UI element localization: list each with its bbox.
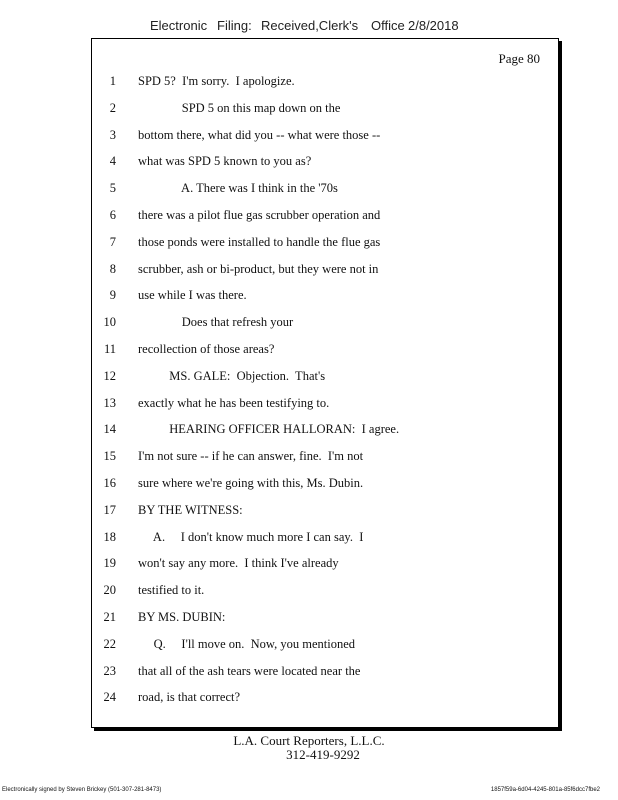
- document-hash: 1857f59a-6d04-4245-801a-85f6dcc7fbe2: [490, 787, 600, 793]
- line-number: 23: [103, 663, 116, 678]
- line-number: 16: [103, 476, 116, 490]
- line-number: 3: [109, 127, 116, 142]
- transcript-line: [92, 208, 532, 226]
- line-text: testified to it.: [138, 583, 205, 598]
- transcript-line: [92, 288, 532, 306]
- line-number: 20: [103, 583, 116, 598]
- line-text: bottom there, what did you -- what were those --: [138, 127, 381, 142]
- line-number: 6: [109, 208, 116, 222]
- line-number: 1: [109, 74, 116, 88]
- transcript-line: [92, 342, 532, 360]
- line-text: A. I don't know much more I can say. I: [138, 529, 364, 544]
- line-number: 9: [109, 288, 116, 303]
- line-text: exactly what he has been testifying to.: [138, 395, 330, 410]
- line-number: 4: [109, 154, 116, 169]
- transcript-line: [92, 235, 532, 253]
- line-number: 17: [103, 502, 116, 517]
- line-number: 7: [109, 234, 116, 249]
- line-text: sure where we're going with this, Ms. Dubin.: [138, 476, 364, 490]
- transcript-line: [92, 530, 532, 548]
- line-text: there was a pilot flue gas scrubber operation and: [138, 208, 381, 222]
- court-reporter-name: L.A. Court Reporters, L.L.C.: [233, 733, 385, 748]
- transcript-line: [92, 315, 532, 333]
- line-text: HEARING OFFICER HALLORAN: I agree.: [138, 422, 400, 437]
- transcript-line: [92, 181, 532, 199]
- line-number: 19: [103, 556, 116, 571]
- transcript-page: [91, 38, 559, 728]
- electronic-signature: Electronically signed by Steven Brickey (501-307-281-8473): [2, 787, 162, 793]
- filing-header: [150, 18, 480, 38]
- line-text: that all of the ash tears were located near the: [138, 663, 361, 678]
- line-number: 2: [109, 100, 116, 115]
- line-number: 24: [103, 690, 116, 705]
- court-reporter-phone: 312-419-9292: [286, 747, 360, 762]
- line-number: 11: [103, 342, 116, 356]
- transcript-line: [92, 476, 532, 494]
- transcript-line: [92, 637, 532, 655]
- transcript-line: [92, 396, 532, 414]
- header-office: Office: [371, 18, 405, 33]
- line-text: BY MS. DUBIN:: [138, 610, 226, 624]
- line-text: won't say any more. I think I've already: [138, 556, 339, 571]
- header-received: Received,Clerk's: [261, 18, 359, 33]
- line-text: I'm not sure -- if he can answer, fine. I'm not: [138, 449, 364, 464]
- line-number: 5: [109, 181, 116, 196]
- line-text: Does that refresh your: [138, 315, 294, 330]
- line-text: what was SPD 5 known to you as?: [138, 154, 312, 169]
- line-text: Q. I'll move on. Now, you mentioned: [138, 636, 356, 651]
- transcript-line: [92, 610, 532, 628]
- transcript-line: [92, 664, 532, 682]
- transcript-line: [92, 154, 532, 172]
- transcript-line: [92, 583, 532, 601]
- line-text: BY THE WITNESS:: [138, 502, 243, 517]
- transcript-line: [92, 74, 532, 92]
- line-number: 14: [103, 422, 116, 437]
- header-filing: Filing:: [217, 18, 252, 33]
- transcript-line: [92, 690, 532, 708]
- line-number: 8: [109, 261, 116, 276]
- line-text: recollection of those areas?: [138, 342, 275, 356]
- line-text: scrubber, ash or bi-product, but they were not in: [138, 261, 379, 276]
- line-number: 21: [103, 610, 116, 624]
- transcript-line: [92, 503, 532, 521]
- transcript-line: [92, 262, 532, 280]
- footer: [0, 734, 618, 762]
- line-text: A. There was I think in the '70s: [138, 181, 338, 196]
- line-number: 18: [103, 529, 116, 544]
- line-text: MS. GALE: Objection. That's: [138, 368, 326, 383]
- line-number: 10: [103, 315, 116, 330]
- line-text: road, is that correct?: [138, 690, 241, 705]
- page-number: Page 80: [498, 51, 540, 66]
- line-text: those ponds were installed to handle the flue gas: [138, 234, 381, 249]
- transcript-line: [92, 369, 532, 387]
- line-text: SPD 5? I'm sorry. I apologize.: [138, 74, 295, 88]
- line-number: 22: [103, 636, 116, 651]
- transcript-line: [92, 449, 532, 467]
- transcript-line: [92, 422, 532, 440]
- line-number: 15: [103, 449, 116, 464]
- header-date: 2/8/2018: [408, 18, 459, 33]
- line-number: 12: [103, 368, 116, 383]
- line-text: use while I was there.: [138, 288, 247, 303]
- transcript-line: [92, 556, 532, 574]
- header-electronic: Electronic: [150, 18, 208, 33]
- line-number: 13: [103, 395, 116, 410]
- transcript-line: [92, 128, 532, 146]
- line-text: SPD 5 on this map down on the: [138, 100, 341, 115]
- transcript-line: [92, 101, 532, 119]
